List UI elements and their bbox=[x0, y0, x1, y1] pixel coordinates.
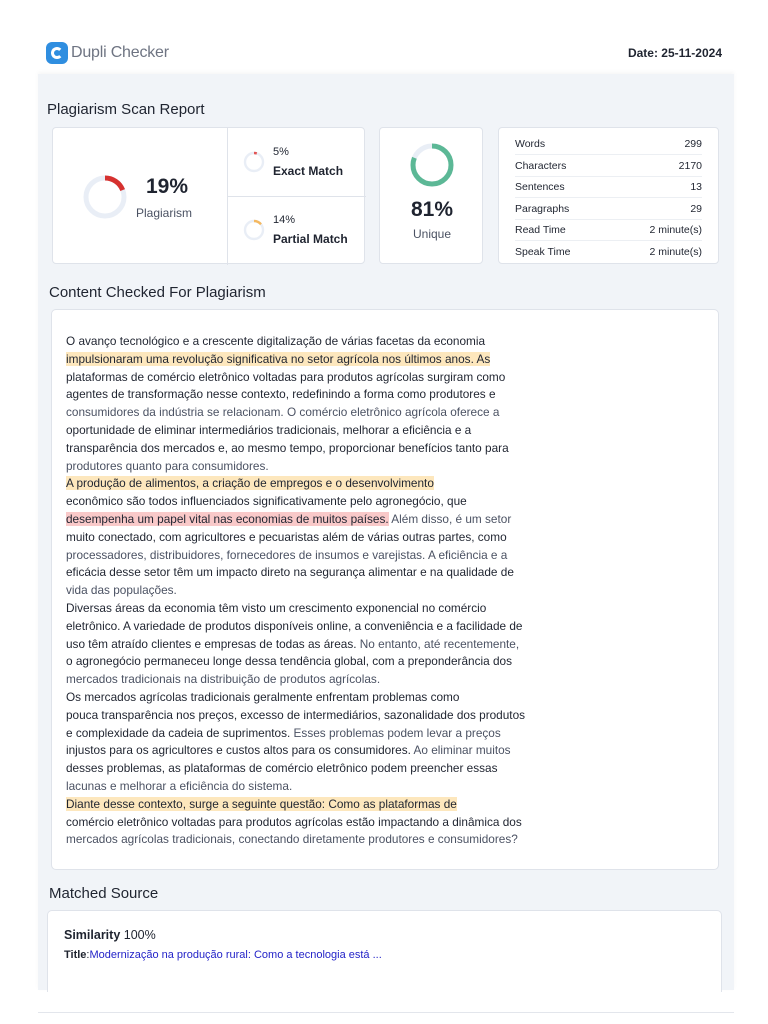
text-segment: agentes de transformação nesse contexto, redefinindo a forma como produtores e bbox=[66, 387, 496, 402]
content-line bbox=[66, 689, 596, 707]
content-line bbox=[66, 618, 596, 636]
content-checked-title: Content Checked For Plagiarism bbox=[49, 284, 266, 301]
partial-match-percent: 14% bbox=[273, 214, 296, 226]
metric-value: 2 minute(s) bbox=[649, 224, 702, 236]
content-line bbox=[66, 671, 596, 689]
highlighted-segment: mercados tradicionais na distribuição de produtos agrícolas. bbox=[66, 672, 381, 687]
metric-value: 2 minute(s) bbox=[649, 246, 702, 258]
content-line bbox=[66, 493, 596, 511]
logo-text: Dupli Checker bbox=[71, 44, 169, 61]
content-line bbox=[66, 475, 596, 493]
report-header bbox=[38, 32, 734, 74]
highlighted-segment: lacunas e melhorar a eficiência do sistema. bbox=[66, 778, 293, 793]
card-divider bbox=[227, 196, 366, 197]
metric-row bbox=[515, 199, 702, 220]
text-segment: O avanço tecnológico e a crescente digitalização de várias facetas da economia bbox=[66, 334, 486, 348]
text-segment: plataformas de comércio eletrônico voltadas para produtos agrícolas surgiram como bbox=[66, 369, 506, 384]
content-line bbox=[66, 725, 596, 743]
metric-label: Sentences bbox=[515, 181, 565, 193]
unique-ring-icon bbox=[409, 142, 455, 188]
text-segment: e complexidade da cadeia de suprimentos. bbox=[66, 725, 291, 740]
metric-row bbox=[515, 156, 702, 177]
page-bottom-divider bbox=[38, 1012, 734, 1013]
partial-match-label: Partial Match bbox=[273, 232, 348, 246]
highlighted-segment: Ao eliminar muitos bbox=[410, 743, 511, 758]
text-segment: injustos para os agricultores e custos altos para os consumidores. bbox=[66, 743, 411, 758]
source-title-label: Title bbox=[64, 949, 87, 961]
exact-match-percent: 5% bbox=[273, 146, 289, 158]
text-segment: oportunidade de eliminar intermediários tradicionais, melhorar a eficiência e a bbox=[66, 422, 472, 437]
content-line bbox=[66, 796, 596, 814]
highlighted-segment: produtores quanto para consumidores. bbox=[66, 458, 269, 473]
text-segment: eficácia desse setor têm um impacto direto na segurança alimentar e na qualidade de bbox=[66, 565, 514, 580]
similarity-value: 100% bbox=[123, 928, 156, 942]
content-line bbox=[66, 636, 596, 654]
partial-match-ring-icon bbox=[243, 219, 265, 241]
highlighted-segment: processadores, distribuidores, fornecedores de insumos e varejistas. A eficiência e a bbox=[66, 547, 508, 562]
content-line bbox=[66, 564, 596, 582]
content-line bbox=[66, 582, 596, 600]
checked-content-text bbox=[66, 333, 596, 849]
content-line bbox=[66, 386, 596, 404]
highlighted-segment: desempenha um papel vital nas economias de muitos países. bbox=[66, 511, 389, 526]
unique-card bbox=[379, 127, 483, 264]
content-line bbox=[66, 404, 596, 422]
text-segment: econômico são todos influenciados significativamente pelo agronegócio, que bbox=[66, 494, 467, 509]
content-line bbox=[66, 814, 596, 832]
highlighted-segment: Diante desse contexto, surge a seguinte questão: Como as plataformas de bbox=[66, 796, 457, 811]
metric-row bbox=[515, 220, 702, 241]
report-date: Date: 25-11-2024 bbox=[627, 46, 722, 60]
similarity-label: Similarity bbox=[64, 928, 121, 942]
content-line bbox=[66, 440, 596, 458]
highlighted-segment: A produção de alimentos, a criação de empregos e o desenvolvimento bbox=[66, 476, 434, 491]
metric-value: 13 bbox=[690, 181, 702, 193]
content-line bbox=[66, 707, 596, 725]
metric-label: Speak Time bbox=[515, 246, 571, 258]
highlighted-segment: vida das populações. bbox=[66, 583, 177, 598]
metric-value: 299 bbox=[684, 138, 702, 150]
content-line bbox=[66, 351, 596, 369]
content-line bbox=[66, 422, 596, 440]
unique-label: Unique bbox=[412, 227, 452, 241]
content-line bbox=[66, 547, 596, 565]
scan-report-title: Plagiarism Scan Report bbox=[47, 101, 205, 118]
content-line bbox=[66, 760, 596, 778]
text-segment: desses problemas, as plataformas de comércio eletrônico podem preencher essas bbox=[66, 761, 498, 776]
text-segment: o agronegócio permaneceu longe dessa tendência global, com a preponderância dos bbox=[66, 654, 512, 669]
highlighted-segment: No entanto, até recentemente, bbox=[356, 636, 520, 651]
plagiarism-summary-card bbox=[52, 127, 365, 264]
logo[interactable] bbox=[46, 42, 169, 64]
source-title-link[interactable]: Modernização na produção rural: Como a tecnologia está ... bbox=[89, 949, 382, 961]
content-line bbox=[66, 529, 596, 547]
plagiarism-percent: 19% bbox=[146, 175, 189, 198]
metrics-card bbox=[498, 127, 719, 264]
metric-value: 29 bbox=[690, 202, 702, 215]
highlighted-segment: consumidores da indústria se relacionam. O comércio eletrônico agrícola oferece a bbox=[66, 405, 500, 420]
metric-label: Words bbox=[515, 138, 546, 150]
metric-label: Paragraphs bbox=[515, 202, 570, 215]
source-title-separator: : bbox=[86, 949, 90, 961]
exact-match-ring-icon bbox=[243, 151, 265, 173]
exact-match-label: Exact Match bbox=[273, 164, 344, 178]
plagiarism-label: Plagiarism bbox=[136, 206, 193, 220]
content-line bbox=[66, 511, 596, 529]
metric-row bbox=[515, 242, 702, 263]
highlighted-segment: Esses problemas podem levar a preços bbox=[290, 725, 501, 740]
content-line bbox=[66, 742, 596, 760]
unique-percent: 81% bbox=[410, 198, 454, 221]
metric-label: Read Time bbox=[515, 224, 566, 236]
highlighted-segment: mercados agrícolas tradicionais, conectando diretamente produtores e consumidores? bbox=[66, 832, 518, 847]
text-segment: muito conectado, com agricultores e pecuaristas além de várias outras partes, como bbox=[66, 529, 507, 544]
content-line bbox=[66, 778, 596, 796]
metric-value: 2170 bbox=[678, 159, 702, 172]
plagiarism-ring-icon bbox=[81, 173, 129, 221]
metric-label: Characters bbox=[515, 159, 567, 172]
text-segment: Os mercados agrícolas tradicionais geralmente enfrentam problemas como bbox=[66, 689, 460, 704]
content-line bbox=[66, 653, 596, 671]
content-line bbox=[66, 458, 596, 476]
text-segment: pouca transparência nos preços, excesso de intermediários, sazonalidade dos produtos bbox=[66, 707, 526, 722]
metric-row bbox=[515, 177, 702, 198]
similarity-line bbox=[64, 928, 156, 942]
source-title-line bbox=[64, 949, 382, 961]
text-segment: eletrônico. A variedade de produtos disponíveis online, a conveniência e a facilidade de bbox=[66, 618, 523, 633]
content-line bbox=[66, 831, 596, 849]
highlighted-segment: impulsionaram uma revolução significativa no setor agrícola nos últimos anos. As bbox=[66, 351, 491, 366]
highlighted-segment: Além disso, é um setor bbox=[388, 511, 512, 526]
content-line bbox=[66, 600, 596, 618]
text-segment: Diversas áreas da economia têm visto um crescimento exponencial no comércio bbox=[66, 600, 487, 615]
text-segment: transparência dos mercados e, ao mesmo tempo, proporcionar benefícios tanto para bbox=[66, 440, 509, 455]
text-segment: comércio eletrônico voltadas para produtos agrícolas estão impactando a dinâmica dos bbox=[66, 814, 522, 829]
content-line bbox=[66, 369, 596, 387]
text-segment: uso têm atraído clientes e empresas de todas as áreas. bbox=[66, 636, 357, 651]
logo-icon bbox=[46, 42, 68, 64]
content-line bbox=[66, 333, 596, 351]
metric-row bbox=[515, 134, 702, 155]
matched-source-title: Matched Source bbox=[49, 885, 159, 902]
